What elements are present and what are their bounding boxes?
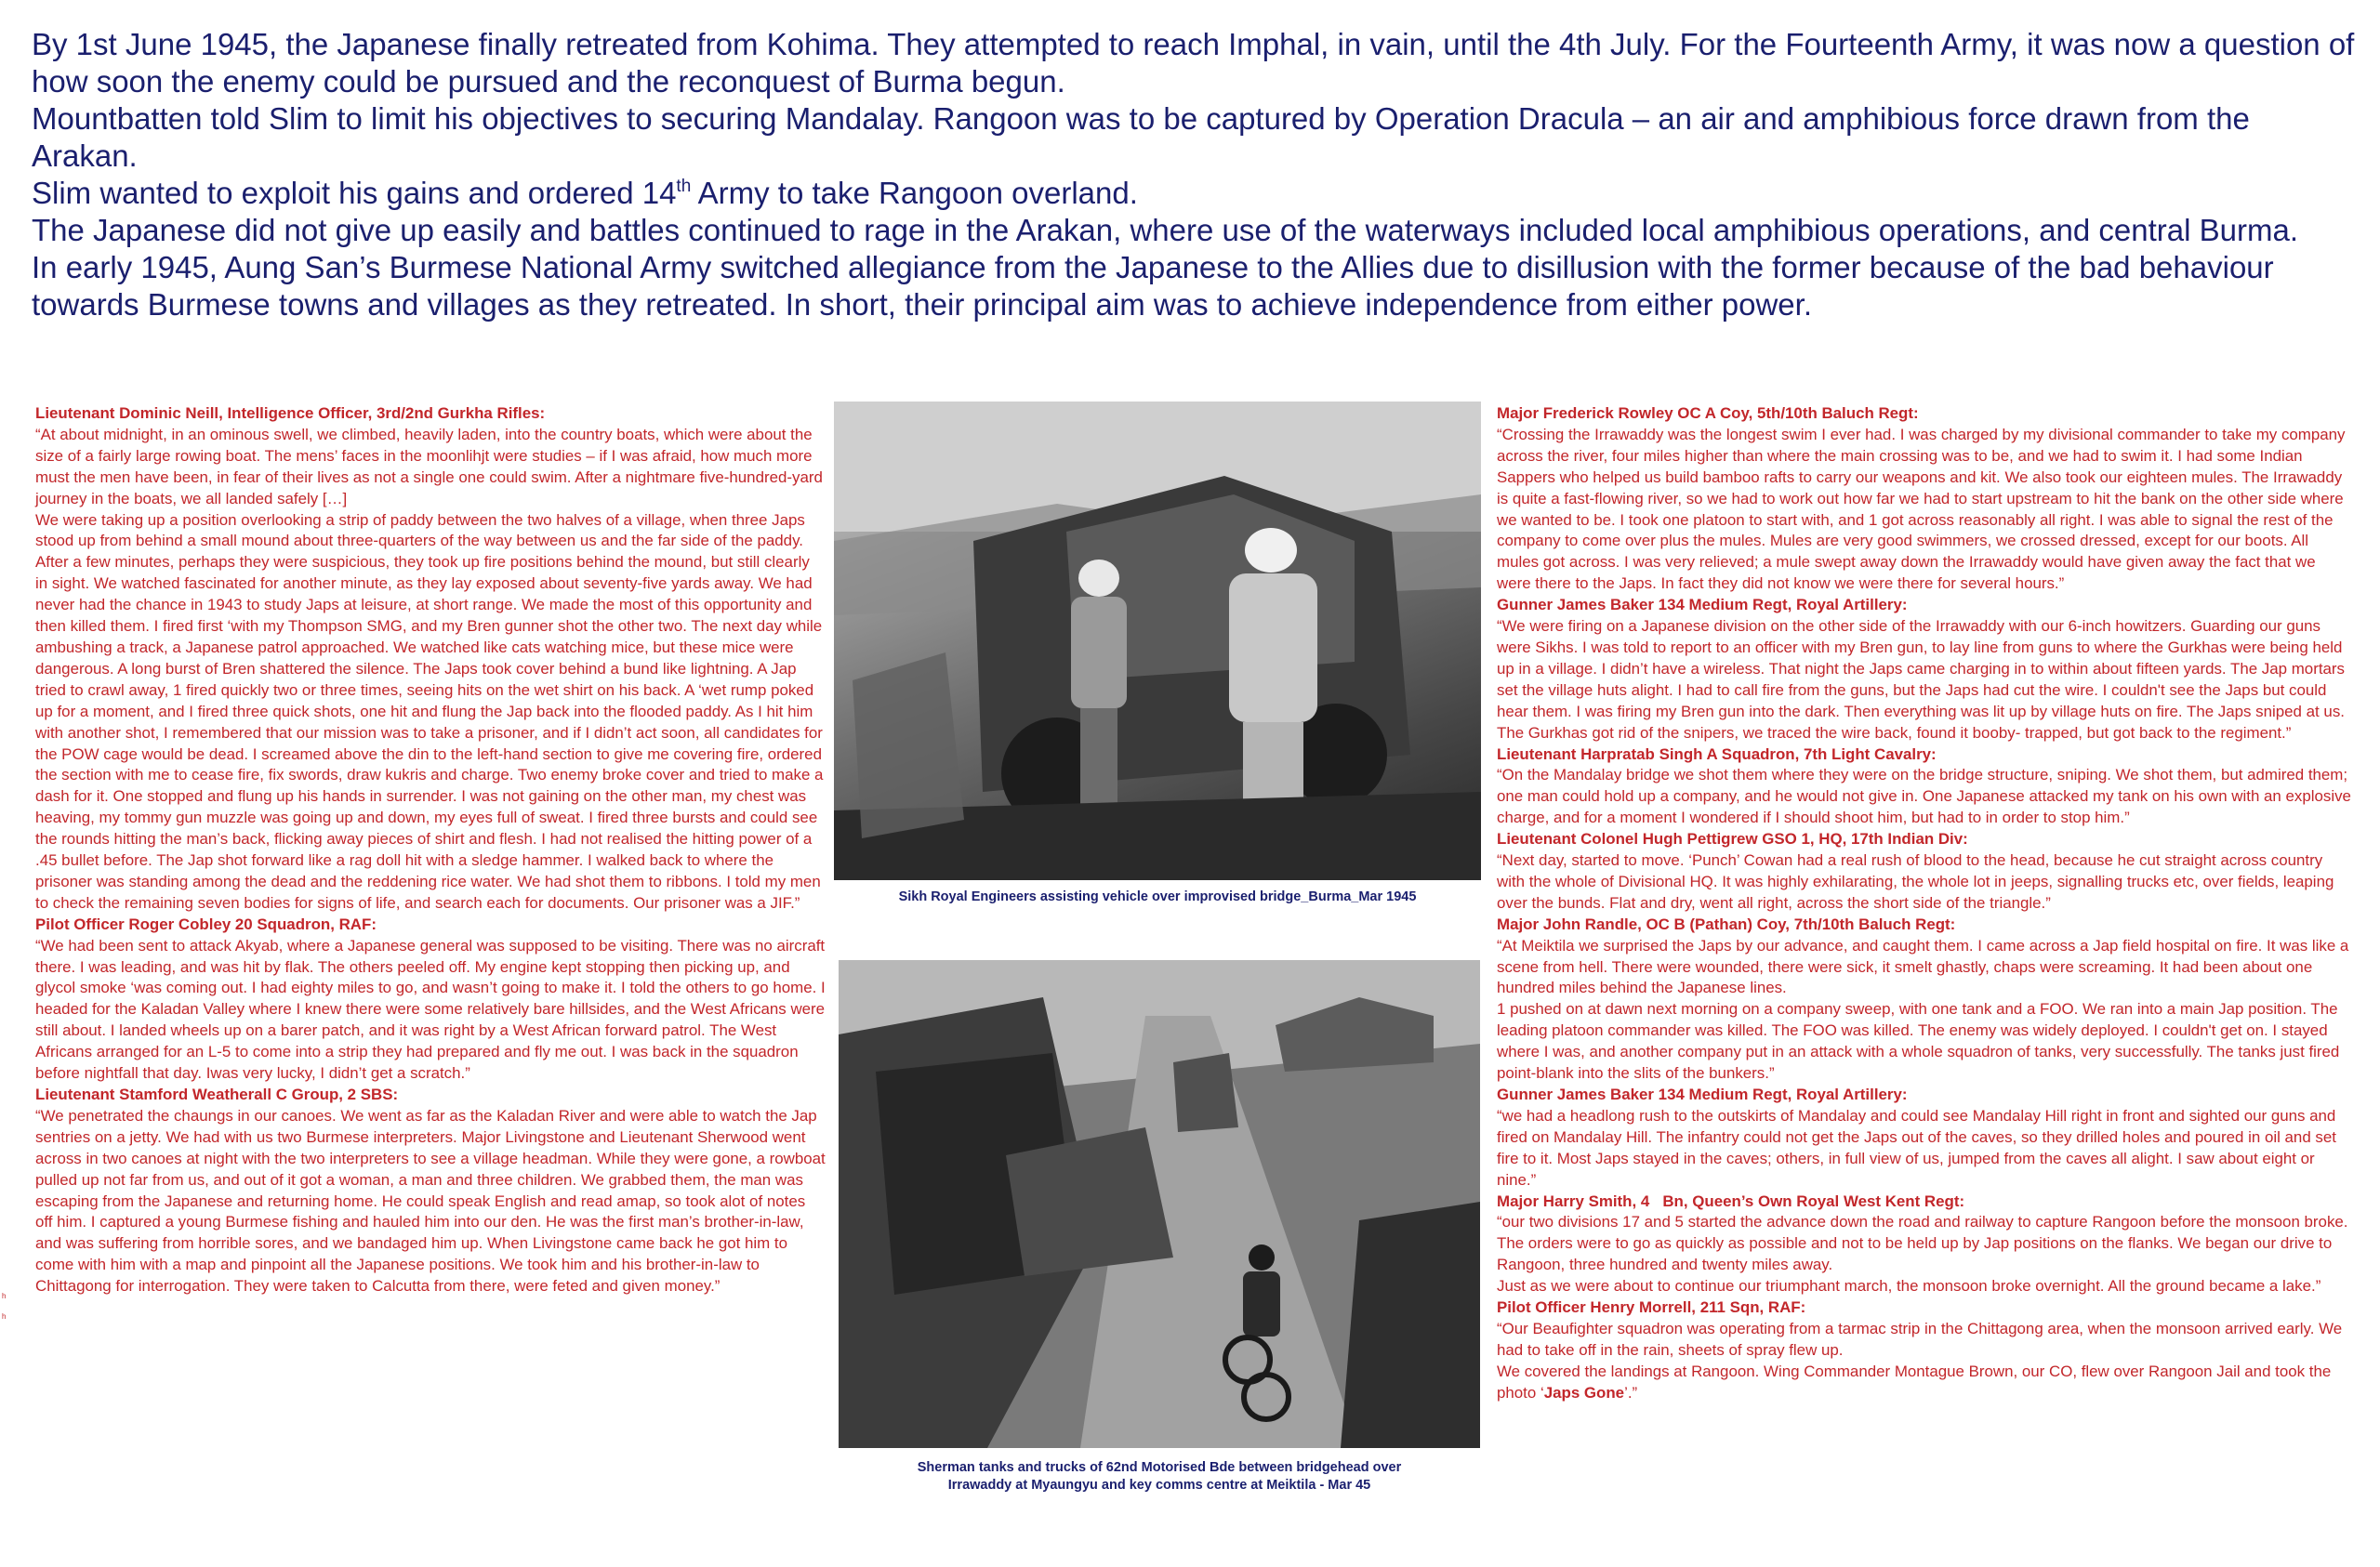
text-fragment: We covered the landings at Rangoon. Wing Commander Montague Brown, our CO, flew over Rangoon Jail and took the photo ‘: [1497, 1362, 2332, 1402]
intro-paragraph: Mountbatten told Slim to limit his objectives to securing Mandalay. Rangoon was to be captured by Operation Dracula – an air and amphibious force drawn from the Arakan.: [32, 101, 2250, 173]
intro-paragraph: [32, 175, 2356, 212]
superscript-ordinal: th: [676, 177, 692, 196]
testimony-heading: Gunner James Baker 134 Medium Regt, Royal Artillery:: [1497, 1086, 1908, 1103]
testimony-text: “We had been sent to attack Akyab, where a Japanese general was supposed to be visiting. There was no aircraft there. I was leading, and was hit by flak. The others peeled off. My engine kept stopping then picking up, and glycol smoke ‘was coming out. I had eighty miles to go, and wasn’t going to make it. I told the others to go home. I headed for the Kaladan Valley where I knew there were some relatively bare hillsides, and the West Africans were still about. I landed wheels up on a barer patch, and it was right by a West African forward patrol. The West Africans arranged for an L-5 to come into a strip they had prepared and fly me out. I was back in the squadron before nightfall that day. Iwas very lucky, I didn’t get a scratch.”: [35, 936, 826, 1083]
photo-caption: [839, 1459, 1480, 1495]
testimony-heading: Major Frederick Rowley OC A Coy, 5th/10th Baluch Regt:: [1497, 404, 1919, 422]
photo-sherman-tanks: [839, 960, 1480, 1448]
heading-fragment: Bn, Queen’s Own Royal West Kent Regt:: [1662, 1192, 1965, 1210]
testimony-heading: [1497, 1192, 2352, 1213]
intro-paragraph: In early 1945, Aung San’s Burmese National Army switched allegiance from the Japanese to the Allies due to disillusion with the former because of the bad behaviour towards Burmese towns and villages as they retreated. In short, their principal aim was to achieve independence from either power.: [32, 250, 2274, 322]
testimony-text: “Crossing the Irrawaddy was the longest swim I ever had. I was charged by my divisional commander to take my company across the river, four miles higher than where the main crossing was to be, and we had to swim it. I had some Indian Sappers who helped us build bamboo rafts to carry our weapons and kit. We also took our eighteen mules. The Irrawaddy is quite a fast-flowing river, so we had to work out how far we had to start upstream to hit the bank on the other side where we wanted to be. I took one platoon to start with, and 1 got across reasonably all right. I was able to signal the rest of the company to come over plus the mules. Mules are very good swimmers, we crossed dressed, except for our boots. All mules got across. I was very relieved; a mule swept away down the Irrawaddy would have given away the fact that we were there to the Japs. In fact they did not know we were there for several hours.”: [1497, 425, 2346, 593]
margin-mark: h: [2, 1292, 7, 1300]
heading-fragment: Major Harry Smith, 4: [1497, 1192, 1650, 1210]
right-testimony-column: [1497, 403, 2352, 1404]
testimony-heading: Lieutenant Colonel Hugh Pettigrew GSO 1, HQ, 17th Indian Div:: [1497, 830, 1968, 849]
photo-title-bold: Japs Gone: [1543, 1383, 1625, 1402]
testimony-heading: Pilot Officer Henry Morrell, 211 Sqn, RAF:: [1497, 1298, 1806, 1317]
testimony-text: [1497, 1362, 2352, 1404]
testimony-heading: Lieutenant Dominic Neill, Intelligence Officer, 3rd/2nd Gurkha Rifles:: [35, 404, 546, 422]
intro-paragraph: By 1st June 1945, the Japanese finally retreated from Kohima. They attempted to reach Imphal, in vain, until the 4th July. For the Fourteenth Army, it was now a question of how soon the enemy could be pursued and the reconquest of Burma begun.: [32, 27, 2355, 99]
testimony-text: “Next day, started to move. ‘Punch’ Cowan had a real rush of blood to the head, because he cut straight across country with the whole of Divisional HQ. It was highly exhilarating, the whole lot in jeeps, signalling trucks etc, over fields, leaping over the bunds. Flat and dry, went all right, across the short side of the triangle.”: [1497, 851, 2334, 912]
intro-text-fragment: Army to take Rangoon overland.: [691, 176, 1138, 210]
intro-paragraph: The Japanese did not give up easily and battles continued to rage in the Arakan, where use of the waterways included local amphibious operations, and central Burma.: [32, 213, 2299, 247]
testimony-heading: Gunner James Baker 134 Medium Regt, Royal Artillery:: [1497, 596, 1908, 614]
testimony-heading: Lieutenant Stamford Weatherall C Group, 2 SBS:: [35, 1086, 399, 1103]
photo-sikh-engineers-bridge: [834, 402, 1481, 880]
testimony-text: Just as we were about to continue our triumphant march, the monsoon broke overnight. All the ground became a lake.”: [1497, 1277, 2321, 1296]
testimony-text: “We were firing on a Japanese division on the other side of the Irrawaddy with our 6-inch howitzers. Guarding our guns were Sikhs. I was told to report to an officer with my Bren gun, to lay line from guns to where the Gurkhas were being held up in a village. I didn’t have a wireless. That night the Japs came charging in to within about fifteen yards. The Jap mortars set the village huts alight. I had to call fire from the guns, but the Japs had cut the wire. I couldn't see the Japs but could hear them. I was firing my Bren gun into the dark. Then everything was lit up by village huts on fire. The Japs sniped at us. The Gurkhas got rid of the snipers, we traced the wire back, found it booby- trapped, but got back to the regiment.”: [1497, 617, 2345, 742]
testimony-text: “At Meiktila we surprised the Japs by our advance, and caught them. I came across a Jap field hospital on fire. It was like a scene from hell. There were wounded, there were sick, it smelt ghastly, chaps were screaming. It had been about one hundred miles behind the Japanese lines.: [1497, 936, 2349, 997]
testimony-text: “We penetrated the chaungs in our canoes. We went as far as the Kaladan River and were able to watch the Jap sentries on a jetty. We had with us two Burmese interpreters. Major Livingstone and Lieutenant Sherwood went across in two canoes at night with the two interpreters to see a village headman. While they were gone, a rowboat pulled up not far from us, and out of it got a woman, a man and three children. We grabbed them, the man was escaping from the Japanese and returning home. He could speak English and read amap, so took alot of notes off him. I captured a young Burmese fishing and hauled him into our den. He was the first man’s brother-in-law, and was suffering from horrible sores, and we bandaged him up. When Livingstone came back he got him to come with him with a map and pinpoint all the Japanese positions. We took him and his brother-in-law to Chittagong for interrogation. They were taken to Calcutta from there, were feted and given money.”: [35, 1106, 826, 1296]
testimony-heading: Major John Randle, OC B (Pathan) Coy, 7th/10th Baluch Regt:: [1497, 915, 1956, 933]
testimony-heading: Pilot Officer Roger Cobley 20 Squadron, RAF:: [35, 915, 377, 933]
caption-line: Sherman tanks and trucks of 62nd Motorised Bde between bridgehead over: [917, 1460, 1402, 1475]
intro-text: [32, 26, 2356, 323]
testimony-text: “Our Beaufighter squadron was operating from a tarmac strip in the Chittagong area, when the monsoon arrived early. We had to take off in the rain, sheets of spray flew up.: [1497, 1319, 2343, 1359]
intro-text-fragment: Slim wanted to exploit his gains and ordered 14: [32, 176, 677, 210]
photo-caption: Sikh Royal Engineers assisting vehicle over improvised bridge_Burma_Mar 1945: [898, 889, 1417, 904]
testimony-text: “we had a headlong rush to the outskirts of Mandalay and could see Mandalay Hill right in front and sighted our guns and fired on Mandalay Hill. The infantry could not get the Japs out of the caves, so they drilled holes and poured in oil and set fire to it. Most Japs stayed in the caves; others, in full view of us, jumped from the caves all alight. I saw about eight or nine.”: [1497, 1106, 2336, 1189]
testimony-text: “On the Mandalay bridge we shot them where they were on the bridge structure, sniping. We shot them, but admired them; one man could hold up a company, and he would not give in. One Japanese attacked my tank on his own with an explosive charge, and for a moment I wondered if I should shoot him, but had to in order to stop him.”: [1497, 766, 2351, 827]
testimony-text: “At about midnight, in an ominous swell, we climbed, heavily laden, into the country boats, which were about the size of a fairly large rowing boat. The mens’ faces in the moonlihjt were studies – if I was afraid, how much more must the men have been, in fear of their lives as not a single one could swim. After a nightmare five-hundred-yard journey in the boats, we all landed safely […]: [35, 425, 823, 507]
testimony-text: We were taking up a position overlooking a strip of paddy between the two halves of a village, when three Japs stood up from behind a small mound about three-quarters of the way between us and the far side of the paddy. After a few minutes, perhaps they were suspicious, they took up fire positions behind the mound, but still clearly in sight. We watched fascinated for another minute, as they lay exposed about seventy-five yards away. We had never had the chance in 1943 to study Japs at leisure, at short range. We made the most of this opportunity and then killed them. I fired first ‘with my Thompson SMG, and my Bren gunner shot the other two. The next day while ambushing a track, a Japanese patrol approached. We watched like cats watching mice, but these mice were dangerous. A long burst of Bren shattered the silence. The Japs took cover behind a bund like lightning. A Jap tried to crawl away, 1 fired quickly two or three times, seeing hits on the wet shirt on his back. A ‘wet rump poked up for a moment, and I fired three quick shots, one hit and flung the Jap back into the flooded paddy. As I hit him with another shot, I remembered that our mission was to take a prisoner, and if I didn’t act soon, all candidates for the POW cage would be dead. I screamed above the din to the left-hand section to give me covering fire, ordered the section with me to cease fire, fix swords, draw kukris and charge. Two enemy broke cover and tried to make a dash for it. One stopped and flung up his hands in surrender. I was not gaining on the other man, my chest was heaving, my tommy gun muzzle was going up and down, my eyes full of sweat. I fired three bursts and could see the rounds hitting the man’s back, flicking away pieces of shirt and flesh. I had not realised the hitting power of a .45 bullet before. The Jap shot forward like a rag doll hit with a sledge hammer. I walked back to where the prisoner was standing among the dead and the reddening rice water. We had shot them to ribbons. I told my men to check the remaining seven bodies for signs of life, and search each for documents. Our prisoner was a JIF.”: [35, 510, 824, 912]
caption-line: Irrawaddy at Myaungyu and key comms centre at Meiktila - Mar 45: [947, 1478, 1371, 1493]
testimony-text: 1 pushed on at dawn next morning on a company sweep, with one tank and a FOO. We ran into a main Jap position. The leading platoon commander was killed. The FOO was killed. The enemy was widely deployed. I couldn't get on. I stayed where I was, and another company put in an attack with a whole squadron of tanks, very successfully. The tanks just fired point-blank into the slits of the bunkers.”: [1497, 1000, 2340, 1083]
margin-mark: h: [2, 1312, 7, 1321]
testimony-text: “our two divisions 17 and 5 started the advance down the road and railway to capture Rangoon before the monsoon broke. The orders were to go as quickly as possible and not to be held up by Jap positions on the flanks. We began our drive to Rangoon, three hundred and twenty miles away.: [1497, 1213, 2348, 1274]
left-testimony-column: [35, 403, 826, 1297]
text-fragment: ’.”: [1624, 1383, 1638, 1402]
testimony-heading: Lieutenant Harpratab Singh A Squadron, 7th Light Cavalry:: [1497, 744, 1937, 763]
